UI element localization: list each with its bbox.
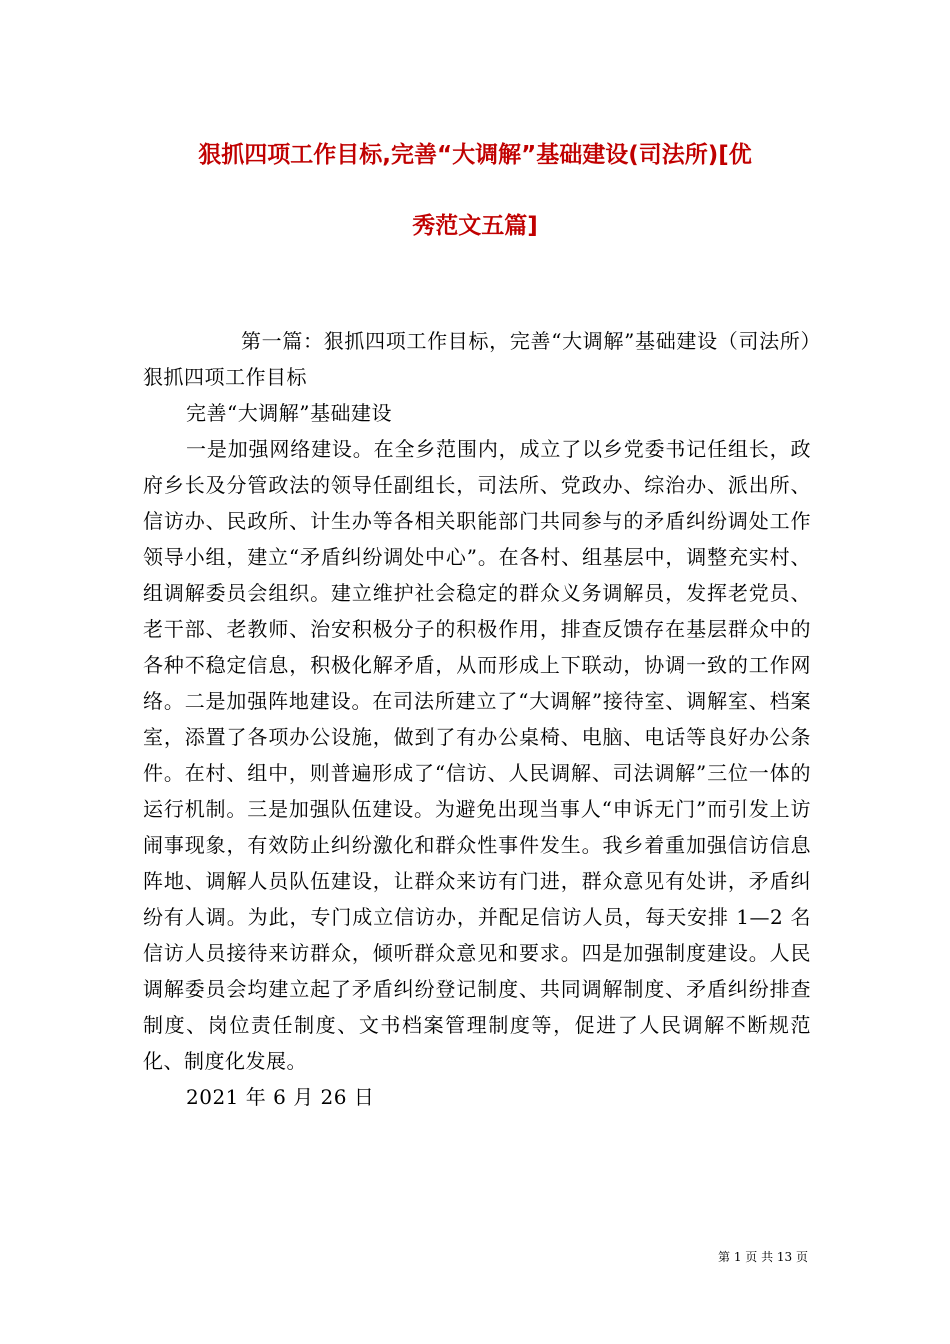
section-heading: 第一篇：狠抓四项工作目标，完善“大调解”基础建设（司法所）狠抓四项工作目标	[143, 329, 811, 389]
document-date: 2021 年 6 月 26 日	[186, 1085, 375, 1109]
document-body	[143, 323, 811, 1115]
document-title-line-2: 秀范文五篇]	[412, 213, 538, 239]
subheading: 完善“大调解”基础建设	[186, 401, 392, 425]
document-title-line-1: 狠抓四项工作目标,完善“大调解”基础建设(司法所)[优	[198, 142, 752, 168]
body-paragraph: 一是加强网络建设。在全乡范围内，成立了以乡党委书记任组长，政府乡长及分管政法的领导任副组长，司法所、党政办、综治办、派出所、信访办、民政所、计生办等各相关职能部门共同参与的矛盾纠纷调处工作领导小组，建立“矛盾纠纷调处中心”。在各村、组基层中，调整充实村、组调解委员会组织。建立维护社会稳定的群众义务调解员，发挥老党员、老干部、老教师、治安积极分子的积极作用，排查反馈存在基层群众中的各种不稳定信息，积极化解矛盾，从而形成上下联动，协调一致的工作网络。二是加强阵地建设。在司法所建立了“大调解”接待室、调解室、档案室，添置了各项办公设施，做到了有办公桌椅、电脑、电话等良好办公条件。在村、组中，则普遍形成了“信访、人民调解、司法调解”三位一体的运行机制。三是加强队伍建设。为避免出现当事人“申诉无门”而引发上访闹事现象，有效防止纠纷激化和群众性事件发生。我乡着重加强信访信息阵地、调解人员队伍建设，让群众来访有门进，群众意见有处讲，矛盾纠纷有人调。为此，专门成立信访办，并配足信访人员，每天安排 1—2 名信访人员接待来访群众，倾听群众意见和要求。四是加强制度建设。人民调解委员会均建立起了矛盾纠纷登记制度、共同调解制度、矛盾纠纷排查制度、岗位责任制度、文书档案管理制度等，促进了人民调解不断规范化、制度化发展。	[143, 437, 811, 1073]
page-number: 第 1 页 共 13 页	[718, 1250, 808, 1264]
